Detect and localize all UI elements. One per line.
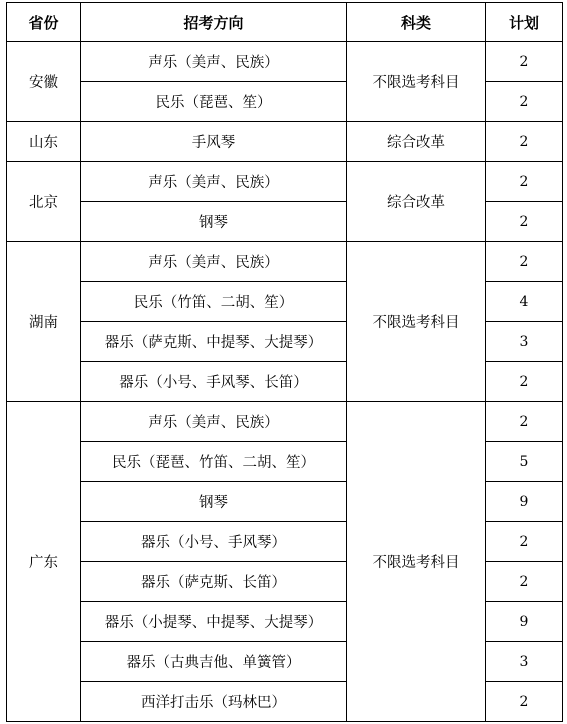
plan-cell: 3 xyxy=(486,322,563,362)
province-cell: 山东 xyxy=(7,122,81,162)
header-row xyxy=(7,3,563,42)
plan-cell: 3 xyxy=(486,642,563,682)
plan-cell: 9 xyxy=(486,482,563,522)
plan-cell: 2 xyxy=(486,522,563,562)
direction-cell: 钢琴 xyxy=(81,482,347,522)
direction-cell: 声乐（美声、民族） xyxy=(81,42,347,82)
table-row xyxy=(7,122,563,162)
direction-cell: 民乐（竹笛、二胡、笙） xyxy=(81,282,347,322)
direction-cell: 声乐（美声、民族） xyxy=(81,402,347,442)
plan-cell: 2 xyxy=(486,402,563,442)
province-cell: 安徽 xyxy=(7,42,81,122)
plan-cell: 2 xyxy=(486,562,563,602)
header-province: 省份 xyxy=(7,3,81,42)
table-row xyxy=(7,162,563,202)
province-cell: 湖南 xyxy=(7,242,81,402)
subject-cell: 综合改革 xyxy=(347,162,486,242)
subject-cell: 不限选考科目 xyxy=(347,242,486,402)
direction-cell: 手风琴 xyxy=(81,122,347,162)
direction-cell: 器乐（萨克斯、中提琴、大提琴） xyxy=(81,322,347,362)
direction-cell: 器乐（小号、手风琴） xyxy=(81,522,347,562)
plan-cell: 2 xyxy=(486,122,563,162)
enrollment-plan-table xyxy=(6,2,563,722)
plan-cell: 2 xyxy=(486,682,563,722)
province-cell: 广东 xyxy=(7,402,81,722)
header-plan: 计划 xyxy=(486,3,563,42)
direction-cell: 器乐（小提琴、中提琴、大提琴） xyxy=(81,602,347,642)
direction-cell: 声乐（美声、民族） xyxy=(81,162,347,202)
table-row xyxy=(7,402,563,442)
direction-cell: 西洋打击乐（玛林巴） xyxy=(81,682,347,722)
plan-cell: 2 xyxy=(486,202,563,242)
plan-cell: 2 xyxy=(486,362,563,402)
subject-cell: 综合改革 xyxy=(347,122,486,162)
table-row xyxy=(7,42,563,82)
direction-cell: 声乐（美声、民族） xyxy=(81,242,347,282)
direction-cell: 器乐（小号、手风琴、长笛） xyxy=(81,362,347,402)
direction-cell: 器乐（古典吉他、单簧管） xyxy=(81,642,347,682)
province-cell: 北京 xyxy=(7,162,81,242)
plan-cell: 4 xyxy=(486,282,563,322)
direction-cell: 器乐（萨克斯、长笛） xyxy=(81,562,347,602)
plan-cell: 5 xyxy=(486,442,563,482)
plan-cell: 2 xyxy=(486,162,563,202)
subject-cell: 不限选考科目 xyxy=(347,42,486,122)
plan-cell: 9 xyxy=(486,602,563,642)
direction-cell: 钢琴 xyxy=(81,202,347,242)
plan-cell: 2 xyxy=(486,42,563,82)
plan-cell: 2 xyxy=(486,242,563,282)
enrollment-plan-table-container xyxy=(6,2,563,722)
subject-cell: 不限选考科目 xyxy=(347,402,486,722)
header-direction: 招考方向 xyxy=(81,3,347,42)
plan-cell: 2 xyxy=(486,82,563,122)
direction-cell: 民乐（琵琶、笙） xyxy=(81,82,347,122)
direction-cell: 民乐（琵琶、竹笛、二胡、笙） xyxy=(81,442,347,482)
table-row xyxy=(7,242,563,282)
header-subject: 科类 xyxy=(347,3,486,42)
table-body xyxy=(7,42,563,722)
